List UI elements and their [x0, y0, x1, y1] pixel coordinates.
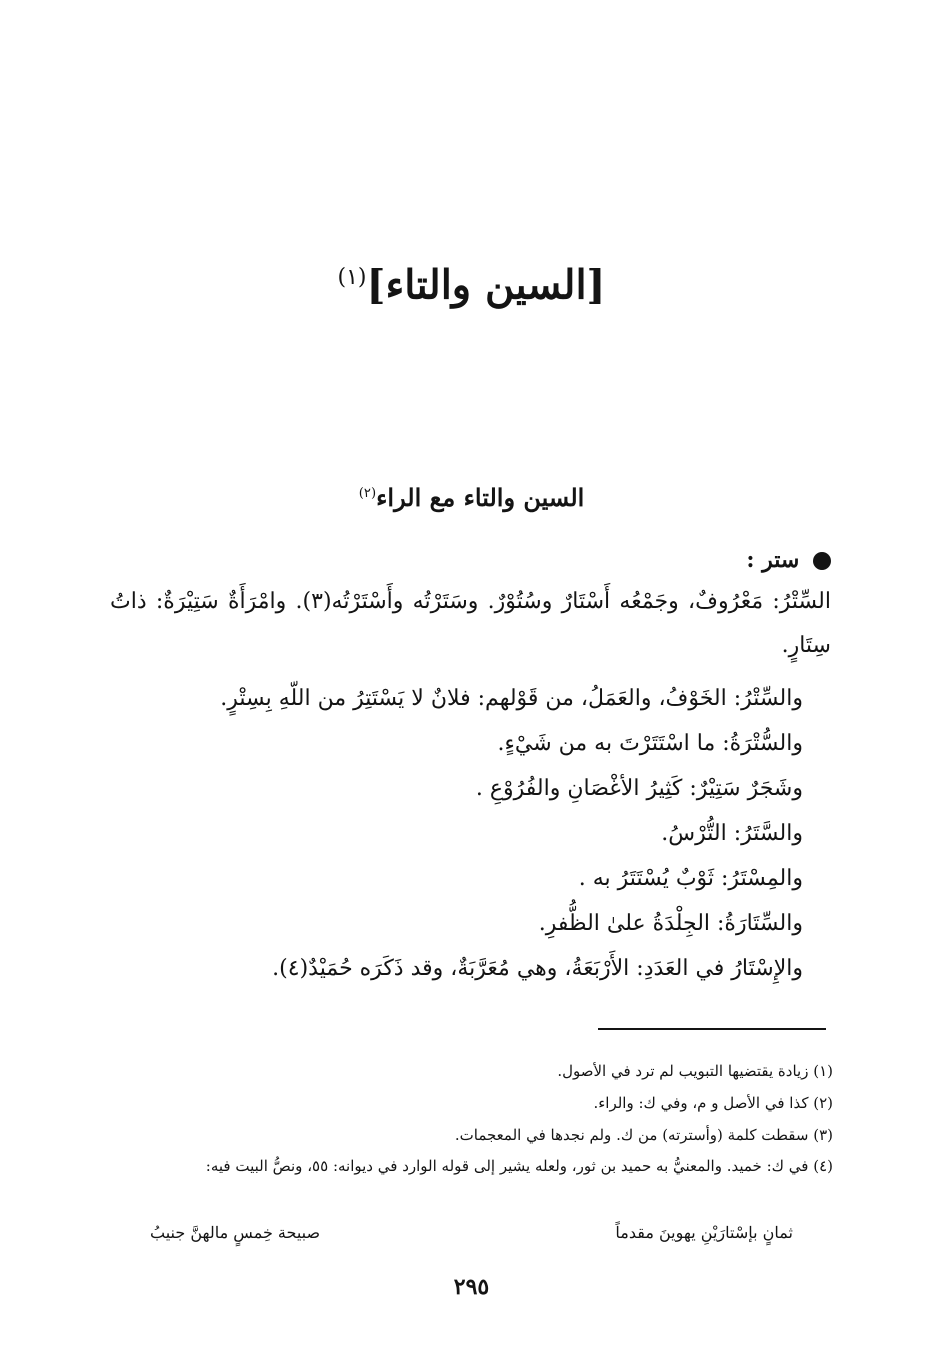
section-title-text: السين والتاء مع الراء [376, 483, 585, 512]
footnote-divider [598, 1028, 826, 1030]
definition-line: والسِّتَارَةُ: الجِلْدَةُ علىٰ الظُّفرِ. [538, 911, 803, 936]
entry-headword: ستر : [746, 547, 800, 573]
definition-list [110, 676, 803, 991]
definition-line: وشَجَرٌ سَتِيْرٌ: كَثِيرُ الأغْصَانِ والفُرُوْعِ . [475, 776, 803, 801]
definition-line: والمِسْتَرُ: ثَوْبٌ يُسْتَتَرُ به . [578, 866, 803, 891]
section-title-note-ref: (٢) [358, 486, 377, 501]
definition-line: والإِسْتَارُ في العَدَدِ: الأَرْبَعَةُ، وهي مُعَرَّبَةٌ، وقد ذَكَرَه حُمَيْدٌ(٤). [272, 956, 803, 981]
definition-line: والسُّتْرَةُ: ما اسْتَتَرْتَ به من شَيْءٍ. [497, 731, 803, 756]
verse-first-hemistich: ثمانٍ بإسْتارَيْنِ يهوينَ مقدماً [615, 1223, 793, 1242]
footnote: (٣) سقطت كلمة (وأسترته) من ك. ولم نجدها في المعجمات. [454, 1126, 833, 1144]
footnote: (٢) كذا في الأصل و م، وفي ك: والراء. [593, 1094, 833, 1112]
chapter-title [0, 248, 943, 315]
footnote: (١) زيادة يقتضيها التبويب لم ترد في الأصول. [557, 1062, 833, 1080]
bullet-icon [813, 552, 831, 570]
definition-line: والسِّتْرُ: الخَوْفُ، والعَمَلُ، من قَوْلهم: فلانٌ لا يَسْتَتِرُ من اللّهِ بِسِتْرٍ. [220, 686, 803, 711]
definition-line: والسَّتَرُ: التُّرْسُ. [661, 821, 803, 846]
section-title [0, 474, 943, 518]
entry-head [110, 540, 831, 580]
entry-paragraph: السِّتْرُ: مَعْرُوفٌ، وجَمْعُه أَسْتَارٌ وسُتُوْرٌ. وسَتَرْتُه وأَسْتَرْتُه(٣). وامْرَأَةٌ سَتِيْرَةٌ: ذاتُ سِتَارٍ. [110, 589, 832, 658]
page-number: ٢٩٥ [453, 1274, 490, 1300]
poetry-verse [150, 1218, 793, 1248]
footnote: (٤) في ك: خميد. والمعنيُّ به حميد بن ثور، ولعله يشير إلى قوله الوارد في ديوانه: ٥٥، ونصُّ البيت فيه: [205, 1157, 833, 1175]
footnotes [110, 1055, 833, 1181]
dictionary-entry [110, 540, 831, 668]
chapter-title-note-ref: (١) [337, 265, 367, 290]
verse-second-hemistich: صبيحة خِمسٍ مالهنَّ جنيبُ [150, 1223, 321, 1242]
chapter-title-text: [السين والتاء] [366, 261, 606, 309]
